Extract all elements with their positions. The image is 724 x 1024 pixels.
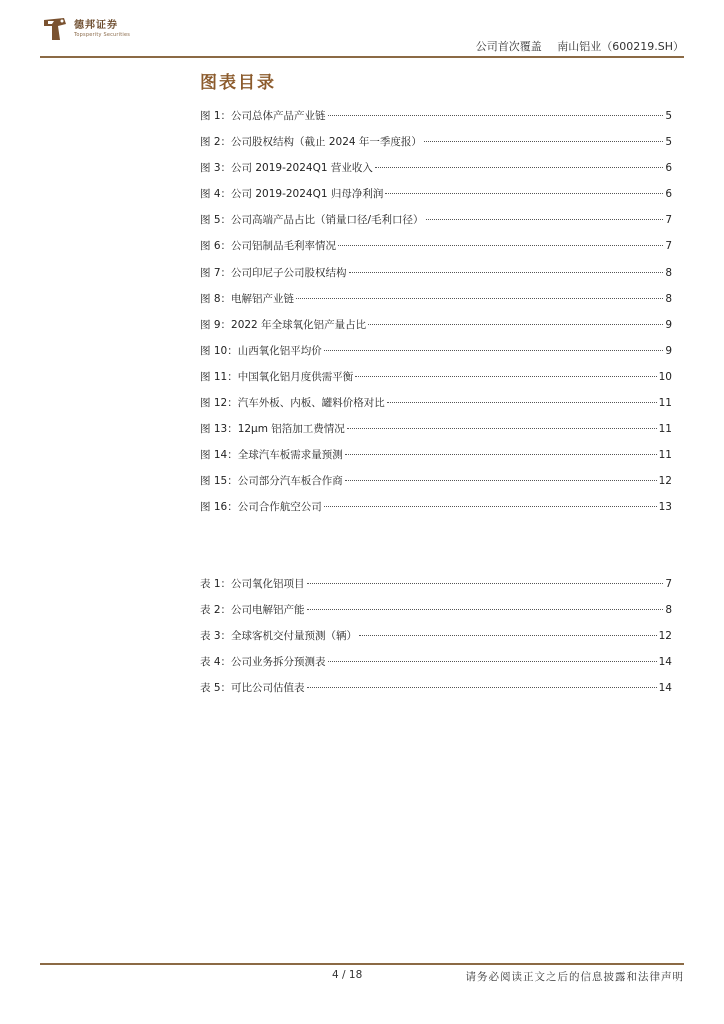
figure-entry-page[interactable]: 6	[665, 162, 672, 175]
figure-entry-label[interactable]: 图 6：公司铝制品毛利率情况	[200, 240, 337, 253]
dot-leader	[424, 141, 663, 142]
figure-entry-page[interactable]: 8	[665, 292, 672, 305]
table-entry-label[interactable]: 表 1：公司氧化铝项目	[200, 578, 305, 590]
page-header	[40, 14, 684, 56]
figure-entry[interactable]	[200, 265, 672, 291]
figure-entry-label[interactable]: 图 5：公司高端产品占比（销量口径/毛利口径）	[200, 214, 424, 227]
dot-leader	[307, 687, 657, 688]
table-entry-page[interactable]: 14	[658, 656, 672, 669]
figure-entry-label[interactable]: 图 15：公司部分汽车板合作商	[200, 475, 343, 488]
dot-leader	[328, 661, 657, 662]
report-type: 公司首次覆盖	[475, 40, 542, 53]
figure-entry-page[interactable]: 7	[665, 240, 672, 253]
figure-entry[interactable]	[200, 421, 672, 447]
table-entry-page[interactable]: 8	[665, 604, 672, 617]
figure-entry[interactable]	[200, 212, 672, 238]
dot-leader	[324, 350, 664, 351]
figure-entry[interactable]	[200, 447, 672, 473]
header-info	[464, 38, 684, 54]
figure-entry-page[interactable]: 5	[665, 110, 672, 122]
figure-entry-label[interactable]: 图 2：公司股权结构（截止 2024 年一季度报）	[200, 136, 422, 149]
dot-leader	[338, 245, 663, 246]
figure-entry-page[interactable]: 5	[665, 136, 672, 149]
figure-list	[200, 108, 672, 526]
figure-entry-page[interactable]: 7	[665, 214, 672, 227]
dot-leader	[368, 324, 663, 325]
figure-entry[interactable]	[200, 108, 672, 134]
figure-entry-page[interactable]: 11	[658, 423, 672, 436]
dot-leader	[359, 635, 657, 636]
disclaimer-note: 请务必阅读正文之后的信息披露和法律声明	[465, 971, 684, 983]
figure-entry[interactable]	[200, 134, 672, 160]
figure-entry-label[interactable]: 图 7：公司印尼子公司股权结构	[200, 266, 347, 279]
figure-entry[interactable]	[200, 395, 672, 421]
table-entry[interactable]	[200, 680, 672, 706]
logo-en-text: Topsperity Securities	[74, 31, 131, 38]
dot-leader	[328, 115, 664, 116]
dot-leader	[307, 609, 664, 610]
table-entry[interactable]	[200, 628, 672, 654]
dot-leader	[345, 480, 657, 481]
dot-leader	[345, 454, 657, 455]
figure-entry[interactable]	[200, 186, 672, 212]
figure-entry[interactable]	[200, 499, 672, 525]
table-entry-label[interactable]: 表 4：公司业务拆分预测表	[200, 656, 326, 669]
figure-entry[interactable]	[200, 291, 672, 317]
logo-cn-text: 德邦证券	[74, 19, 118, 31]
figure-entry[interactable]	[200, 160, 672, 186]
figure-entry-label[interactable]: 图 9：2022 年全球氧化铝产量占比	[200, 318, 367, 331]
figure-entry-label[interactable]: 图 3：公司 2019-2024Q1 营业收入	[200, 162, 373, 175]
figure-entry[interactable]	[200, 473, 672, 499]
table-entry[interactable]	[200, 602, 672, 628]
table-entry[interactable]	[200, 654, 672, 680]
logo-icon	[40, 14, 70, 44]
dot-leader	[426, 219, 664, 220]
dot-leader	[296, 298, 663, 299]
table-entry-label[interactable]: 表 3：全球客机交付量预测（辆）	[200, 630, 358, 643]
figure-entry-page[interactable]: 10	[658, 370, 672, 383]
table-entry-page[interactable]: 7	[665, 578, 672, 590]
figure-entry[interactable]	[200, 238, 672, 264]
table-entry-label[interactable]: 表 2：公司电解铝产能	[200, 604, 305, 617]
dot-leader	[307, 583, 664, 584]
dot-leader	[355, 376, 656, 377]
header-divider	[40, 56, 684, 58]
figure-entry-page[interactable]: 12	[658, 475, 672, 488]
figure-entry-label[interactable]: 图 4：公司 2019-2024Q1 归母净利润	[200, 188, 384, 201]
figure-entry[interactable]	[200, 317, 672, 343]
toc-title: 图表目录	[200, 73, 276, 93]
figure-entry-label[interactable]: 图 13：12μm 铝箔加工费情况	[200, 423, 345, 436]
figure-entry-page[interactable]: 8	[665, 266, 672, 279]
table-entry-page[interactable]: 12	[658, 630, 672, 643]
figure-entry-label[interactable]: 图 12：汽车外板、内板、罐料价格对比	[200, 397, 385, 410]
figure-entry[interactable]	[200, 369, 672, 395]
figure-entry-page[interactable]: 11	[658, 397, 672, 410]
table-entry[interactable]	[200, 576, 672, 602]
figure-entry-page[interactable]: 13	[658, 501, 672, 514]
figure-entry-label[interactable]: 图 14：全球汽车板需求量预测	[200, 449, 343, 462]
table-entry-label[interactable]: 表 5：可比公司估值表	[200, 682, 305, 695]
dot-leader	[375, 167, 663, 168]
figure-entry-label[interactable]: 图 11：中国氧化铝月度供需平衡	[200, 370, 354, 383]
figure-entry[interactable]	[200, 343, 672, 369]
dot-leader	[347, 428, 657, 429]
dot-leader	[324, 506, 657, 507]
table-list	[200, 576, 672, 706]
dot-leader	[387, 402, 657, 403]
dot-leader	[349, 272, 664, 273]
figure-entry-label[interactable]: 图 16：公司合作航空公司	[200, 501, 322, 514]
page-number: 4 / 18	[332, 969, 363, 981]
footer-divider	[40, 963, 684, 965]
company-name: 南山铝业（600219.SH）	[557, 40, 684, 53]
figure-entry-page[interactable]: 11	[658, 449, 672, 462]
table-entry-page[interactable]: 14	[658, 682, 672, 695]
figure-entry-label[interactable]: 图 8：电解铝产业链	[200, 292, 295, 305]
figure-entry-page[interactable]: 9	[665, 318, 672, 331]
dot-leader	[385, 193, 663, 194]
company-logo	[40, 14, 130, 44]
figure-entry-page[interactable]: 6	[665, 188, 672, 201]
figure-entry-label[interactable]: 图 1：公司总体产品产业链	[200, 110, 326, 122]
figure-entry-page[interactable]: 9	[665, 344, 672, 357]
figure-entry-label[interactable]: 图 10：山西氧化铝平均价	[200, 344, 322, 357]
